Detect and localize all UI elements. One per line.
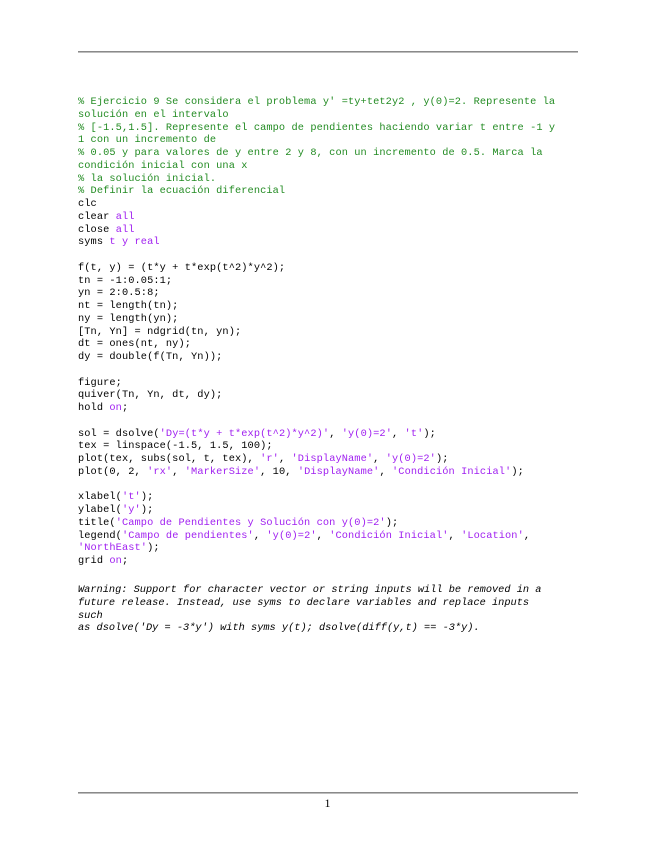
code-line bbox=[78, 160, 578, 173]
code-string-text: 'y(0)=2' bbox=[385, 453, 436, 465]
code-line bbox=[78, 313, 578, 326]
code-string-text: 'Condición Inicial' bbox=[392, 465, 512, 478]
code-code-text: tex = linspace(-1.5, 1.5, 100); bbox=[78, 440, 273, 453]
code-code-text: close bbox=[78, 223, 116, 236]
code-line bbox=[78, 555, 578, 568]
warning-line: such bbox=[78, 609, 103, 622]
code-code-text: , bbox=[172, 465, 185, 478]
blank-line bbox=[78, 415, 578, 428]
code-line bbox=[78, 173, 578, 186]
code-code-text: [Tn, Yn] = ndgrid(tn, yn); bbox=[78, 325, 242, 338]
code-keyword-text: all bbox=[115, 223, 135, 236]
code-code-text: dt = ones(nt, ny); bbox=[78, 338, 192, 351]
code-string-text: 'y' bbox=[121, 504, 141, 516]
code-comment-text: 1 con un incremento de bbox=[78, 134, 217, 147]
footer-rule bbox=[78, 792, 578, 794]
code-code-text: plot(0, 2, bbox=[78, 465, 148, 478]
code-code-text: dy = double(f(Tn, Yn)); bbox=[78, 351, 223, 363]
code-string-text: 'r' bbox=[260, 453, 279, 465]
code-code-text: title( bbox=[78, 516, 116, 529]
code-keyword-text: all bbox=[115, 210, 135, 223]
code-code-text: syms bbox=[78, 236, 110, 249]
code-string-text: 'Campo de Pendientes y Solución con y(0)=2' bbox=[115, 516, 386, 529]
code-line bbox=[78, 453, 578, 466]
blank-line bbox=[78, 364, 578, 377]
header-rule bbox=[78, 51, 578, 53]
code-line bbox=[78, 134, 578, 147]
code-comment-text: % 0.05 y para valores de y entre 2 y 8, con un incremento de 0.5. Marca la bbox=[78, 147, 543, 159]
code-code-text: sol = dsolve( bbox=[78, 427, 160, 440]
code-string-text: 'Condición Inicial' bbox=[329, 529, 449, 542]
code-string-text: 'MarkerSize' bbox=[184, 465, 261, 478]
matlab-code-block bbox=[78, 96, 578, 568]
code-string-text: 'Campo de pendientes' bbox=[121, 529, 254, 542]
code-code-text: nt = length(tn); bbox=[78, 300, 179, 312]
blank-line bbox=[78, 249, 578, 262]
code-comment-text: % la solución inicial. bbox=[78, 172, 217, 185]
code-line bbox=[78, 338, 578, 351]
code-code-text: ); bbox=[385, 516, 399, 529]
code-line bbox=[78, 224, 578, 237]
code-code-text: ); bbox=[423, 427, 436, 440]
warning-line: future release. Instead, use syms to declare variables and replace inputs bbox=[78, 596, 530, 609]
code-code-text: figure; bbox=[78, 376, 122, 389]
code-code-text: grid bbox=[78, 555, 110, 567]
code-line bbox=[78, 440, 578, 453]
code-line bbox=[78, 211, 578, 224]
code-code-text: hold bbox=[78, 402, 110, 414]
code-code-text: , bbox=[316, 529, 330, 542]
blank-line bbox=[78, 479, 578, 492]
code-code-text: plot(tex, subs(sol, t, tex), bbox=[78, 453, 261, 465]
code-code-text: , bbox=[329, 427, 342, 440]
code-line bbox=[78, 428, 578, 441]
code-line bbox=[78, 109, 578, 122]
code-code-text: ; bbox=[121, 555, 129, 567]
code-comment-text: condición inicial con una x bbox=[78, 159, 248, 172]
code-code-text: f(t, y) = (t*y + t*exp(t^2)*y^2); bbox=[78, 261, 286, 274]
code-string-text: 'y(0)=2' bbox=[341, 427, 392, 440]
code-line bbox=[78, 517, 578, 530]
code-code-text: tn = -1:0.05:1; bbox=[78, 274, 173, 287]
code-code-text: ny = length(yn); bbox=[78, 312, 179, 325]
code-string-text: 't' bbox=[121, 491, 141, 504]
code-code-text: ); bbox=[140, 491, 154, 504]
code-keyword-text: on bbox=[109, 555, 122, 567]
code-string-text: 'DisplayName' bbox=[291, 453, 374, 465]
code-code-text: ); bbox=[511, 465, 524, 478]
code-line bbox=[78, 122, 578, 135]
code-comment-text: % [-1.5,1.5]. Represente el campo de pendientes haciendo variar t entre -1 y bbox=[78, 121, 556, 134]
warning-line: Warning: Support for character vector or string inputs will be removed in a bbox=[78, 584, 542, 596]
page-number: 1 bbox=[324, 796, 331, 810]
code-code-text: , bbox=[391, 427, 405, 440]
code-line bbox=[78, 287, 578, 300]
code-line bbox=[78, 542, 578, 555]
code-line bbox=[78, 262, 578, 275]
code-code-text: ; bbox=[121, 402, 129, 414]
code-code-text: yn = 2:0.5:8; bbox=[78, 287, 160, 300]
code-comment-text: % Ejercicio 9 Se considera el problema y' =ty+tet2y2 , y(0)=2. Represente la bbox=[78, 96, 556, 108]
code-string-text: 'NorthEast' bbox=[78, 542, 148, 555]
code-code-text: , bbox=[448, 529, 462, 542]
code-string-text: 'rx' bbox=[147, 465, 173, 478]
code-code-text: clc bbox=[78, 198, 97, 210]
warning-message bbox=[78, 584, 578, 635]
warning-line: as dsolve('Dy = -3*y') with syms y(t); dsolve(diff(y,t) == -3*y). bbox=[78, 622, 480, 635]
code-line bbox=[78, 185, 578, 198]
code-comment-text: % Definir la ecuación diferencial bbox=[78, 185, 286, 198]
code-line bbox=[78, 326, 578, 339]
code-code-text: ); bbox=[435, 453, 449, 465]
code-code-text: quiver(Tn, Yn, dt, dy); bbox=[78, 389, 223, 402]
code-line bbox=[78, 491, 578, 504]
code-comment-text: solución en el intervalo bbox=[78, 108, 229, 121]
code-code-text: legend( bbox=[78, 529, 122, 542]
code-line bbox=[78, 389, 578, 402]
code-code-text: , bbox=[523, 529, 531, 542]
code-code-text: , bbox=[373, 453, 386, 465]
code-keyword-text: on bbox=[109, 402, 122, 414]
code-code-text: clear bbox=[78, 210, 116, 223]
code-string-text: 'Dy=(t*y + t*exp(t^2)*y^2)' bbox=[159, 427, 330, 440]
code-line bbox=[78, 96, 578, 109]
code-line bbox=[78, 300, 578, 313]
code-code-text: , bbox=[379, 465, 393, 478]
code-line bbox=[78, 530, 578, 543]
code-line bbox=[78, 466, 578, 479]
code-code-text: ); bbox=[147, 542, 160, 555]
code-line bbox=[78, 504, 578, 517]
code-code-text: ); bbox=[140, 504, 154, 516]
code-line bbox=[78, 275, 578, 288]
code-line bbox=[78, 351, 578, 364]
code-line bbox=[78, 236, 578, 249]
code-line bbox=[78, 147, 578, 160]
code-code-text: ylabel( bbox=[78, 504, 122, 516]
code-line bbox=[78, 377, 578, 390]
code-string-text: 'Location' bbox=[461, 529, 524, 542]
code-string-text: 'y(0)=2' bbox=[266, 529, 317, 542]
code-code-text: , 10, bbox=[260, 465, 298, 478]
code-code-text: , bbox=[253, 529, 267, 542]
code-line bbox=[78, 402, 578, 415]
code-code-text: , bbox=[278, 453, 292, 465]
code-string-text: 'DisplayName' bbox=[297, 465, 380, 478]
code-code-text: xlabel( bbox=[78, 491, 122, 504]
code-string-text: 't' bbox=[404, 427, 424, 440]
code-keyword-text: t y real bbox=[109, 236, 160, 249]
code-line bbox=[78, 198, 578, 211]
